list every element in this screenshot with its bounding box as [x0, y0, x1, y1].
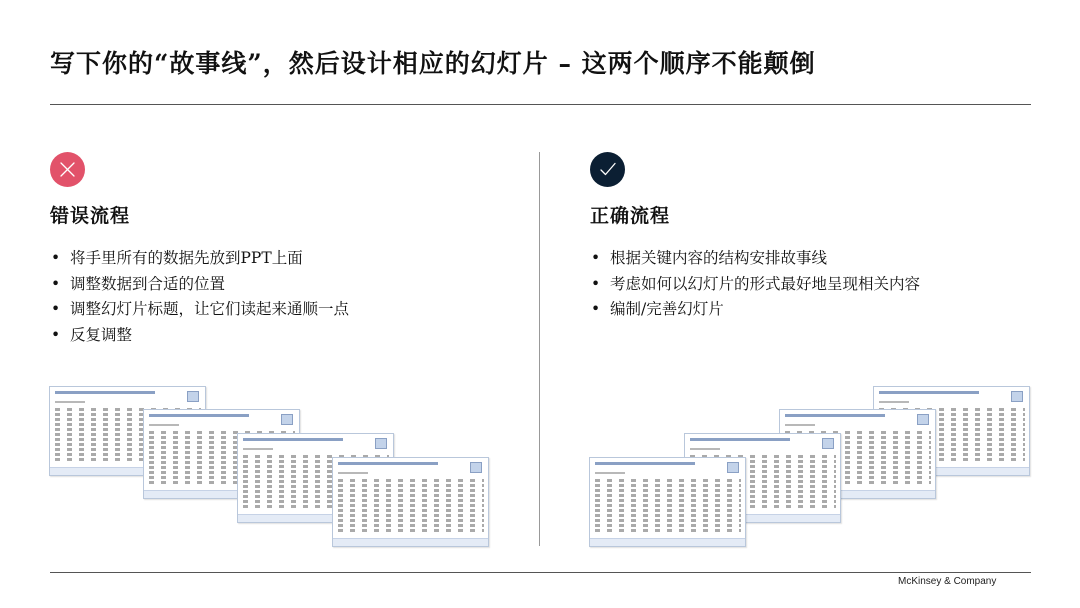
list-item: • 反复调整	[50, 323, 349, 349]
top-divider	[50, 104, 1031, 105]
page-title: 写下你的“故事线”，然后设计相应的幻灯片 – 这两个顺序不能颠倒	[50, 49, 816, 78]
list-item: • 调整幻灯片标题，让它们读起来通顺一点	[50, 297, 349, 323]
check-icon	[590, 152, 625, 187]
slide-thumbnail	[332, 457, 489, 547]
footer-brand: McKinsey & Company	[898, 576, 997, 587]
bottom-divider	[50, 572, 1031, 573]
close-icon	[50, 152, 85, 187]
right-process-list	[590, 246, 920, 323]
list-item: • 根据关键内容的结构安排故事线	[590, 246, 920, 272]
list-item: • 考虑如何以幻灯片的形式最好地呈现相关内容	[590, 272, 920, 298]
list-item: • 将手里所有的数据先放到PPT上面	[50, 246, 349, 272]
right-process-heading: 正确流程	[590, 205, 671, 227]
column-divider	[539, 152, 540, 546]
list-item: • 编制/完善幻灯片	[590, 297, 920, 323]
wrong-process-heading: 错误流程	[50, 205, 131, 227]
wrong-process-list	[50, 246, 349, 348]
slide-thumbnail	[589, 457, 746, 547]
list-item: • 调整数据到合适的位置	[50, 272, 349, 298]
